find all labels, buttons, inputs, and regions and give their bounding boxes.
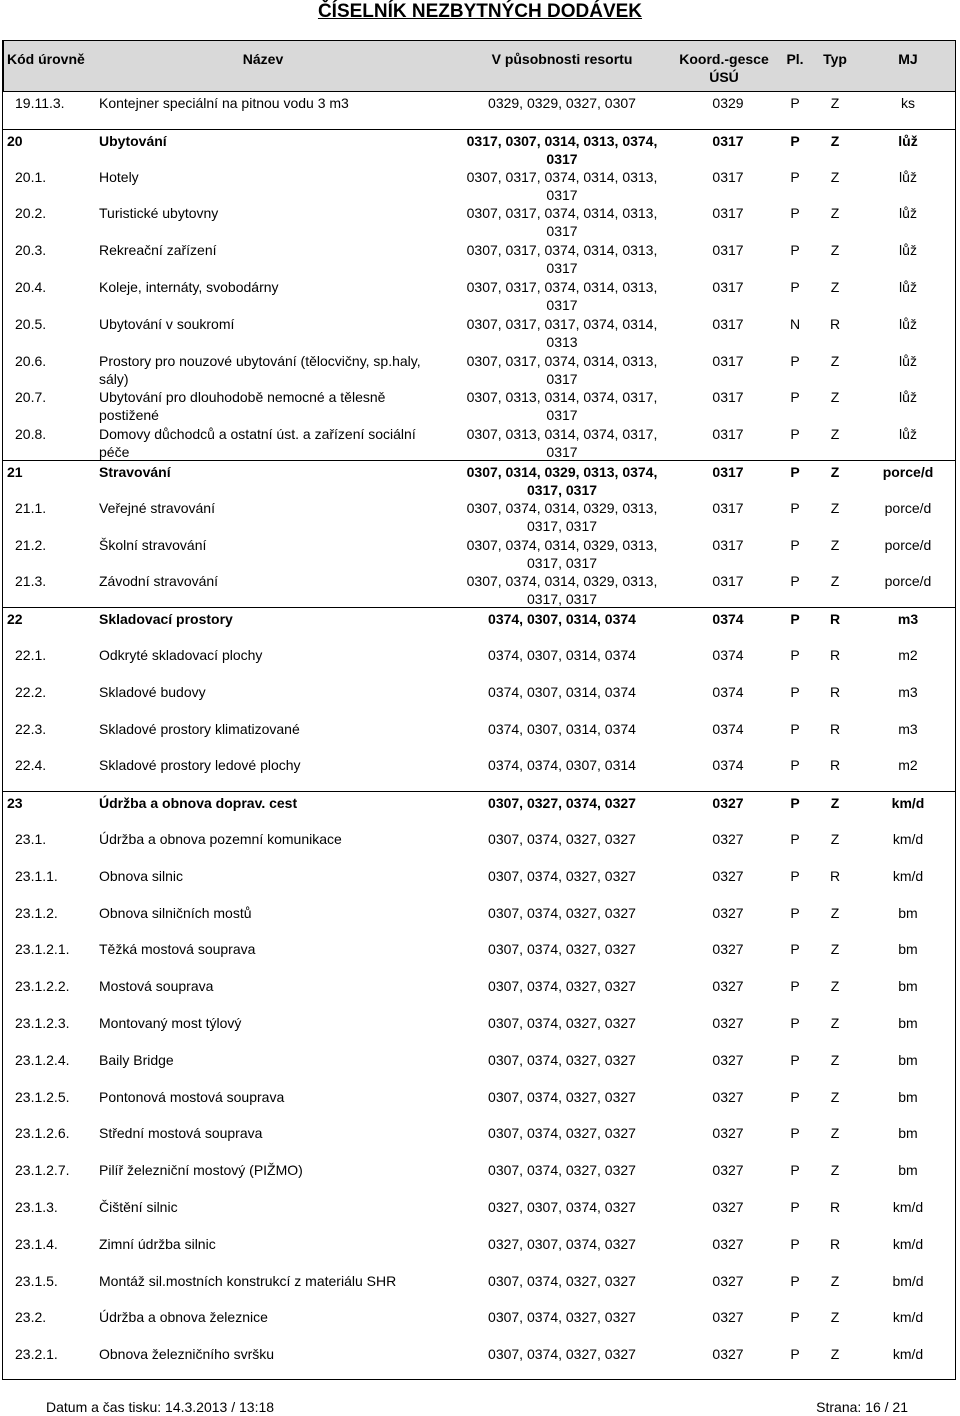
cell-scope: 0307, 0374, 0327, 0327 xyxy=(488,830,636,847)
cell-typ: Z xyxy=(830,1125,840,1142)
cell-koord: 0374 xyxy=(712,646,744,663)
cell-name: Veřejné stravování xyxy=(99,499,215,516)
cell-code: 20.8. xyxy=(15,426,47,443)
cell-koord: 0327 xyxy=(712,867,744,884)
cell-typ: R xyxy=(829,757,841,774)
table-row xyxy=(3,1270,955,1307)
cell-typ: Z xyxy=(830,352,840,369)
cell-typ: Z xyxy=(830,168,840,185)
cell-scope: 0307, 0374, 0314, 0329, 0313, 0317, 0317 xyxy=(466,499,658,534)
cell-code: 23.1.4. xyxy=(15,1235,58,1252)
cell-name: Pontonová mostová souprava xyxy=(99,1088,285,1105)
cell-code: 20.5. xyxy=(15,315,47,332)
cell-name: Čištění silnic xyxy=(99,1198,178,1215)
cell-mj: lůž xyxy=(899,315,917,332)
cell-pl: P xyxy=(790,536,800,553)
cell-code: 20.7. xyxy=(15,389,47,406)
cell-pl: P xyxy=(790,1346,800,1363)
cell-typ: Z xyxy=(830,1088,840,1105)
cell-pl: P xyxy=(790,168,800,185)
cell-mj: bm xyxy=(898,1162,918,1179)
cell-code: 23.1.2.2. xyxy=(15,978,70,995)
cell-typ: R xyxy=(829,867,841,884)
cell-name: Odkryté skladovací plochy xyxy=(99,646,263,663)
cell-scope: 0307, 0374, 0327, 0327 xyxy=(488,1346,636,1363)
cell-code: 22.4. xyxy=(15,757,47,774)
cell-typ: Z xyxy=(830,1346,840,1363)
table-row xyxy=(3,534,955,571)
cell-code: 23.1.3. xyxy=(15,1198,58,1215)
cell-scope: 0307, 0374, 0327, 0327 xyxy=(488,1088,636,1105)
cell-name: Montovaný most týlový xyxy=(99,1014,242,1031)
cell-mj: km/d xyxy=(892,1198,924,1215)
cell-mj: lůž xyxy=(898,132,918,149)
header-nazev: Název xyxy=(242,51,284,67)
cell-koord: 0327 xyxy=(712,978,744,995)
cell-pl: P xyxy=(790,573,800,590)
cell-typ: Z xyxy=(830,389,840,406)
cell-code: 22.3. xyxy=(15,720,47,737)
cell-typ: Z xyxy=(830,1309,840,1326)
table-row xyxy=(3,239,955,276)
page-title: ČÍSELNÍK NEZBYTNÝCH DODÁVEK xyxy=(317,1,643,22)
table-row xyxy=(3,902,955,939)
cell-pl: P xyxy=(790,978,800,995)
cell-koord: 0327 xyxy=(712,1014,744,1031)
cell-mj: km/d xyxy=(892,1235,924,1252)
cell-mj: bm xyxy=(898,978,918,995)
cell-scope: 0307, 0374, 0327, 0327 xyxy=(488,941,636,958)
cell-typ: Z xyxy=(830,95,840,111)
cell-scope: 0307, 0374, 0327, 0327 xyxy=(488,867,636,884)
cell-koord: 0317 xyxy=(712,426,744,443)
cell-typ: R xyxy=(829,683,841,700)
cell-code: 20.1. xyxy=(15,168,47,185)
cell-pl: P xyxy=(790,646,800,663)
cell-typ: Z xyxy=(830,278,840,295)
cell-pl: P xyxy=(790,1162,800,1179)
cell-koord: 0317 xyxy=(712,168,744,185)
cell-name: Mostová souprava xyxy=(99,978,214,995)
cell-mj: porce/d xyxy=(884,573,932,590)
cell-pl: P xyxy=(790,941,800,958)
cell-mj: km/d xyxy=(891,795,925,812)
table-row xyxy=(3,423,955,460)
cell-pl: P xyxy=(790,795,800,812)
cell-pl: P xyxy=(790,757,800,774)
cell-pl: P xyxy=(790,463,800,480)
cell-mj: bm xyxy=(898,904,918,921)
table-row xyxy=(3,828,955,865)
cell-scope: 0374, 0307, 0314, 0374 xyxy=(488,646,636,663)
cell-scope: 0329, 0329, 0327, 0307 xyxy=(488,95,636,111)
cell-pl: P xyxy=(790,1088,800,1105)
cell-pl: P xyxy=(790,426,800,443)
cell-scope: 0307, 0374, 0327, 0327 xyxy=(488,978,636,995)
cell-mj: km/d xyxy=(892,867,924,884)
cell-code: 22 xyxy=(7,611,23,628)
cell-typ: Z xyxy=(830,830,840,847)
table-row xyxy=(3,386,955,423)
cell-koord: 0327 xyxy=(712,1309,744,1326)
cell-scope: 0317, 0307, 0314, 0313, 0374, 0317 xyxy=(466,132,658,167)
cell-mj: porce/d xyxy=(882,463,934,480)
cell-typ: Z xyxy=(830,941,840,958)
cell-code: 20.6. xyxy=(15,352,47,369)
cell-scope: 0307, 0314, 0329, 0313, 0374, 0317, 0317 xyxy=(466,463,658,498)
table-row xyxy=(3,350,955,387)
cell-code: 23.2. xyxy=(15,1309,47,1326)
cell-name: Turistické ubytovny xyxy=(99,205,219,222)
cell-name: Ubytování xyxy=(99,132,167,149)
cell-name: Montáž sil.mostních konstrukcí z materiálu SHR xyxy=(99,1272,397,1289)
section-row xyxy=(3,791,955,828)
cell-scope: 0307, 0374, 0314, 0329, 0313, 0317, 0317 xyxy=(466,573,658,608)
table-row xyxy=(3,644,955,681)
cell-name: Obnova železničního svršku xyxy=(99,1346,275,1363)
cell-name: Skladové prostory ledové plochy xyxy=(99,757,301,774)
header-typ: Typ xyxy=(823,51,847,67)
cell-name: Skladové budovy xyxy=(99,683,206,700)
table-row xyxy=(3,975,955,1012)
cell-scope: 0374, 0374, 0307, 0314 xyxy=(488,757,636,774)
cell-koord: 0327 xyxy=(712,1346,744,1363)
cell-scope: 0374, 0307, 0314, 0374 xyxy=(488,683,636,700)
cell-mj: porce/d xyxy=(884,536,932,553)
cell-mj: lůž xyxy=(899,426,917,443)
cell-scope: 0307, 0313, 0314, 0374, 0317, 0317 xyxy=(466,389,658,424)
cell-typ: Z xyxy=(830,242,840,259)
cell-koord: 0317 xyxy=(712,132,744,149)
cell-koord: 0327 xyxy=(712,1088,744,1105)
cell-mj: bm/d xyxy=(892,1272,924,1289)
cell-scope: 0374, 0307, 0314, 0374 xyxy=(488,720,636,737)
cell-mj: lůž xyxy=(899,168,917,185)
cell-pl: P xyxy=(790,132,800,149)
cell-code: 22.2. xyxy=(15,683,47,700)
cell-name: Skladovací prostory xyxy=(99,611,233,628)
table-row xyxy=(3,865,955,902)
cell-name: Těžká mostová souprava xyxy=(99,941,256,958)
cell-name: Prostory pro nouzové ubytování (tělocvičny, sp.haly, sály) xyxy=(99,352,421,387)
section-row xyxy=(3,129,955,166)
cell-name: Údržba a obnova pozemní komunikace xyxy=(99,830,342,847)
code-list-table xyxy=(2,40,956,1380)
cell-scope: 0307, 0317, 0317, 0374, 0314, 0313 xyxy=(466,315,658,350)
header-koord: Koord.-gesce xyxy=(679,51,769,67)
cell-pl: P xyxy=(790,499,800,516)
cell-koord: 0327 xyxy=(712,1235,744,1252)
cell-mj: bm xyxy=(898,941,918,958)
cell-name: Zimní údržba silnic xyxy=(99,1235,216,1252)
cell-koord: 0374 xyxy=(712,720,744,737)
cell-scope: 0374, 0307, 0314, 0374 xyxy=(488,611,636,628)
cell-pl: P xyxy=(790,830,800,847)
cell-name: Domovy důchodců a ostatní úst. a zařízení sociální péče xyxy=(99,426,416,461)
table-row xyxy=(3,1306,955,1343)
cell-mj: m3 xyxy=(898,720,918,737)
cell-typ: Z xyxy=(830,978,840,995)
cell-typ: Z xyxy=(830,1272,840,1289)
cell-code: 23 xyxy=(7,795,23,812)
cell-scope: 0307, 0313, 0314, 0374, 0317, 0317 xyxy=(466,426,658,461)
cell-name: Školní stravování xyxy=(99,536,207,553)
cell-koord: 0327 xyxy=(712,795,744,812)
cell-pl: P xyxy=(790,278,800,295)
cell-pl: P xyxy=(790,1051,800,1068)
cell-koord: 0329 xyxy=(712,95,744,111)
table-row xyxy=(3,1049,955,1086)
header-scope: V působnosti resortu xyxy=(491,51,633,67)
table-row xyxy=(3,497,955,534)
cell-scope: 0327, 0307, 0374, 0327 xyxy=(488,1198,636,1215)
cell-pl: P xyxy=(790,95,800,111)
cell-scope: 0307, 0374, 0327, 0327 xyxy=(488,1162,636,1179)
cell-pl: P xyxy=(790,904,800,921)
cell-mj: bm xyxy=(898,1051,918,1068)
cell-koord: 0374 xyxy=(712,683,744,700)
section-row xyxy=(3,607,955,644)
cell-mj: lůž xyxy=(899,389,917,406)
cell-scope: 0307, 0317, 0374, 0314, 0313, 0317 xyxy=(466,205,658,240)
cell-typ: Z xyxy=(830,426,840,443)
cell-pl: P xyxy=(790,1235,800,1252)
cell-koord: 0374 xyxy=(712,757,744,774)
cell-mj: lůž xyxy=(899,278,917,295)
cell-typ: Z xyxy=(830,904,840,921)
cell-name: Údržba a obnova doprav. cest xyxy=(99,795,298,812)
cell-code: 21.2. xyxy=(15,536,47,553)
cell-koord: 0327 xyxy=(712,941,744,958)
cell-scope: 0307, 0317, 0374, 0314, 0313, 0317 xyxy=(466,278,658,313)
cell-mj: porce/d xyxy=(884,499,932,516)
cell-pl: P xyxy=(790,611,800,628)
cell-pl: P xyxy=(790,389,800,406)
cell-koord: 0317 xyxy=(712,315,744,332)
cell-mj: ks xyxy=(901,95,915,111)
cell-mj: bm xyxy=(898,1014,918,1031)
cell-name: Baily Bridge xyxy=(99,1051,174,1068)
cell-mj: lůž xyxy=(899,352,917,369)
cell-name: Střední mostová souprava xyxy=(99,1125,263,1142)
cell-typ: R xyxy=(829,1198,841,1215)
cell-pl: N xyxy=(789,315,801,332)
table-row xyxy=(3,681,955,718)
cell-mj: m3 xyxy=(898,683,918,700)
cell-typ: Z xyxy=(830,132,840,149)
cell-koord: 0327 xyxy=(712,1162,744,1179)
cell-koord: 0317 xyxy=(712,573,744,590)
cell-typ: R xyxy=(829,720,841,737)
cell-code: 20.4. xyxy=(15,278,47,295)
cell-name: Obnova silnic xyxy=(99,867,184,884)
cell-scope: 0307, 0374, 0327, 0327 xyxy=(488,1051,636,1068)
cell-name: Koleje, internáty, svobodárny xyxy=(99,278,279,295)
cell-typ: R xyxy=(829,1235,841,1252)
cell-pl: P xyxy=(790,1125,800,1142)
cell-scope: 0307, 0327, 0374, 0327 xyxy=(488,795,636,812)
cell-name: Údržba a obnova železnice xyxy=(99,1309,268,1326)
cell-mj: m2 xyxy=(898,757,918,774)
header-pl: Pl. xyxy=(786,51,804,67)
cell-koord: 0317 xyxy=(712,242,744,259)
cell-koord: 0327 xyxy=(712,1125,744,1142)
cell-scope: 0307, 0374, 0327, 0327 xyxy=(488,1125,636,1142)
cell-pl: P xyxy=(790,205,800,222)
cell-name: Pilíř železniční mostový (PIŽMO) xyxy=(99,1162,303,1179)
cell-typ: R xyxy=(829,646,841,663)
cell-code: 23.1.2.7. xyxy=(15,1162,70,1179)
cell-mj: bm xyxy=(898,1125,918,1142)
header-mj: MJ xyxy=(898,51,918,67)
print-timestamp: Datum a čas tisku: 14.3.2013 / 13:18 xyxy=(46,1399,275,1415)
table-row xyxy=(3,1233,955,1270)
cell-name: Ubytování v soukromí xyxy=(99,315,235,332)
table-row xyxy=(3,1196,955,1233)
table-row xyxy=(3,938,955,975)
cell-koord: 0317 xyxy=(712,352,744,369)
table-row xyxy=(3,1343,955,1380)
cell-scope: 0307, 0374, 0327, 0327 xyxy=(488,1309,636,1326)
cell-mj: lůž xyxy=(899,205,917,222)
cell-pl: P xyxy=(790,1309,800,1326)
cell-code: 23.1. xyxy=(15,830,47,847)
cell-typ: Z xyxy=(830,573,840,590)
table-body xyxy=(3,92,955,1380)
table-row xyxy=(3,1159,955,1196)
cell-koord: 0317 xyxy=(712,536,744,553)
cell-pl: P xyxy=(790,352,800,369)
cell-mj: km/d xyxy=(892,1309,924,1326)
table-row xyxy=(3,313,955,350)
cell-koord: 0327 xyxy=(712,904,744,921)
cell-code: 23.1.2.6. xyxy=(15,1125,70,1142)
cell-koord: 0317 xyxy=(712,499,744,516)
cell-typ: R xyxy=(829,611,841,628)
cell-pl: P xyxy=(790,867,800,884)
cell-typ: R xyxy=(829,315,841,332)
cell-koord: 0327 xyxy=(712,1198,744,1215)
cell-name: Ubytování pro dlouhodobě nemocné a tělesně postižené xyxy=(99,389,386,424)
cell-mj: km/d xyxy=(892,830,924,847)
cell-name: Kontejner speciální na pitnou vodu 3 m3 xyxy=(99,95,349,111)
cell-code: 23.2.1. xyxy=(15,1346,58,1363)
cell-scope: 0307, 0374, 0327, 0327 xyxy=(488,1014,636,1031)
cell-typ: Z xyxy=(830,205,840,222)
section-row xyxy=(3,460,955,497)
cell-name: Obnova silničních mostů xyxy=(99,904,252,921)
cell-scope: 0307, 0317, 0374, 0314, 0313, 0317 xyxy=(466,168,658,203)
cell-scope: 0307, 0374, 0314, 0329, 0313, 0317, 0317 xyxy=(466,536,658,571)
table-row xyxy=(3,202,955,239)
header-kod: Kód úrovně xyxy=(7,51,85,67)
cell-pl: P xyxy=(790,683,800,700)
table-row xyxy=(3,718,955,755)
cell-mj: m2 xyxy=(898,646,918,663)
cell-koord: 0317 xyxy=(712,205,744,222)
cell-pl: P xyxy=(790,720,800,737)
cell-koord: 0327 xyxy=(712,1051,744,1068)
cell-code: 23.1.5. xyxy=(15,1272,58,1289)
cell-code: 23.1.2.5. xyxy=(15,1088,70,1105)
cell-typ: Z xyxy=(830,1162,840,1179)
cell-scope: 0307, 0374, 0327, 0327 xyxy=(488,904,636,921)
cell-pl: P xyxy=(790,1272,800,1289)
cell-name: Hotely xyxy=(99,168,139,185)
table-row xyxy=(3,1012,955,1049)
cell-koord: 0317 xyxy=(712,389,744,406)
cell-koord: 0374 xyxy=(712,611,744,628)
table-row xyxy=(3,166,955,203)
cell-typ: Z xyxy=(830,536,840,553)
cell-code: 20.2. xyxy=(15,205,47,222)
cell-mj: lůž xyxy=(899,242,917,259)
cell-code: 21 xyxy=(7,463,23,480)
cell-typ: Z xyxy=(830,499,840,516)
cell-mj: m3 xyxy=(897,611,919,628)
cell-name: Skladové prostory klimatizované xyxy=(99,720,300,737)
cell-code: 22.1. xyxy=(15,646,47,663)
cell-mj: km/d xyxy=(892,1346,924,1363)
table-row xyxy=(3,1122,955,1159)
table-row xyxy=(3,92,955,129)
cell-typ: Z xyxy=(830,795,840,812)
table-row xyxy=(3,570,955,607)
cell-code: 20.3. xyxy=(15,242,47,259)
cell-name: Závodní stravování xyxy=(99,573,219,590)
cell-code: 23.1.2. xyxy=(15,904,58,921)
cell-code: 23.1.2.4. xyxy=(15,1051,70,1068)
cell-code: 21.3. xyxy=(15,573,47,590)
cell-koord: 0317 xyxy=(712,463,744,480)
cell-code: 21.1. xyxy=(15,499,47,516)
cell-name: Stravování xyxy=(99,463,171,480)
table-row xyxy=(3,754,955,791)
cell-scope: 0327, 0307, 0374, 0327 xyxy=(488,1235,636,1252)
cell-scope: 0307, 0374, 0327, 0327 xyxy=(488,1272,636,1289)
cell-scope: 0307, 0317, 0374, 0314, 0313, 0317 xyxy=(466,352,658,387)
cell-typ: Z xyxy=(830,1014,840,1031)
cell-code: 23.1.1. xyxy=(15,867,58,884)
cell-mj: bm xyxy=(898,1088,918,1105)
cell-pl: P xyxy=(790,1014,800,1031)
cell-name: Rekreační zařízení xyxy=(99,242,217,259)
cell-koord: 0327 xyxy=(712,1272,744,1289)
cell-koord: 0327 xyxy=(712,830,744,847)
page-number: Strana: 16 / 21 xyxy=(816,1399,908,1415)
cell-code: 20 xyxy=(7,132,23,149)
header-koord-usu: ÚSÚ xyxy=(709,69,739,85)
cell-koord: 0317 xyxy=(712,278,744,295)
cell-code: 19.11.3. xyxy=(15,95,65,111)
table-row xyxy=(3,1086,955,1123)
cell-code: 23.1.2.1. xyxy=(15,941,70,958)
cell-scope: 0307, 0317, 0374, 0314, 0313, 0317 xyxy=(466,242,658,277)
cell-typ: Z xyxy=(830,463,840,480)
table-row xyxy=(3,276,955,313)
cell-typ: Z xyxy=(830,1051,840,1068)
cell-pl: P xyxy=(790,1198,800,1215)
cell-code: 23.1.2.3. xyxy=(15,1014,70,1031)
cell-pl: P xyxy=(790,242,800,259)
